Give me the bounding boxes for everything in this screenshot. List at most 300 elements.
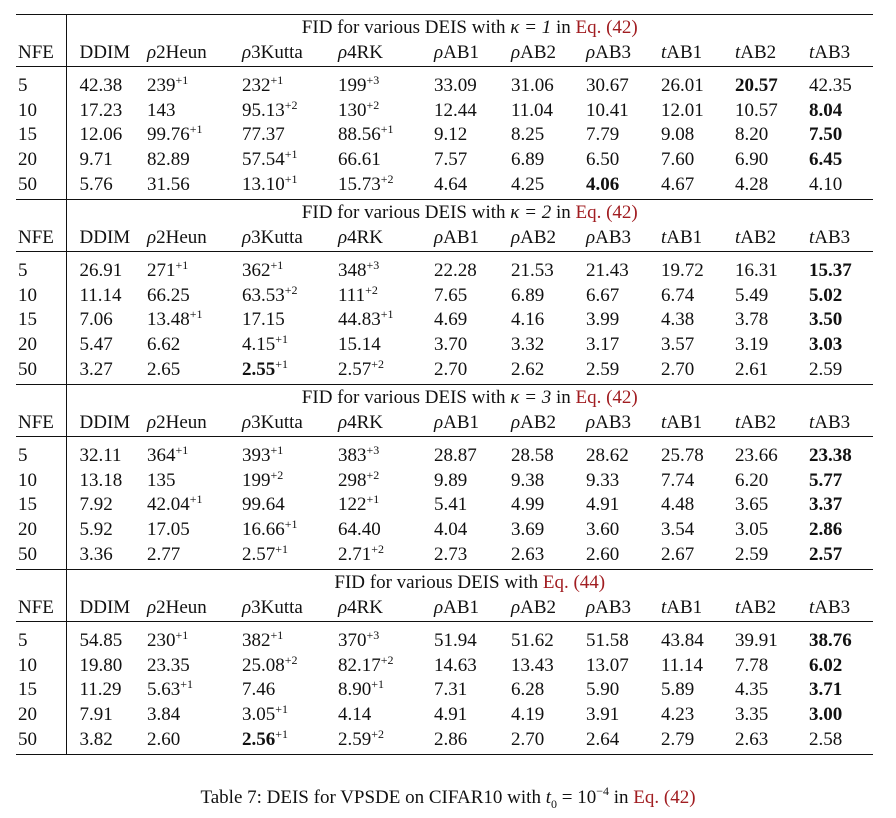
fid-value-cell (511, 259, 586, 284)
fid-value-cell (338, 703, 434, 728)
fid-value-cell (735, 333, 809, 358)
fid-value: 6.90 (735, 148, 769, 170)
fid-value-cell (147, 172, 242, 200)
fid-value-cell (735, 99, 809, 124)
fid-value-cell (511, 703, 586, 728)
fid-value: 6.89 (511, 284, 545, 306)
nfe-cell: 10 (16, 99, 66, 124)
fid-value-cell (66, 172, 147, 200)
fid-value-cell (66, 333, 147, 358)
fid-value: 11.04 (511, 99, 554, 121)
nfe-header: NFE (16, 410, 66, 437)
nfe-cell: 10 (16, 654, 66, 679)
column-header-row (16, 410, 873, 437)
fid-value-cell (511, 74, 586, 99)
fid-value: 362 (242, 260, 271, 281)
fid-value-cell (735, 703, 809, 728)
fid-value-cell (661, 518, 735, 543)
fid-value: 199 (242, 469, 271, 491)
nfe-cell: 15 (16, 308, 66, 333)
fid-value: 66.61 (338, 148, 381, 170)
fid-value-cell (661, 444, 735, 469)
fid-value-cell (735, 727, 809, 755)
block-title-eq-ref[interactable]: Eq. (42) (575, 202, 638, 223)
fid-value: 9.08 (661, 124, 695, 145)
fid-value-cell (242, 148, 338, 173)
table-row (16, 99, 873, 124)
fid-value: 2.71 (338, 544, 372, 566)
column-header-row (16, 225, 873, 252)
fid-value-cell (511, 654, 586, 679)
fid-value-cell (735, 629, 809, 654)
fid-value-cell (434, 284, 511, 309)
fid-value-cell (586, 259, 661, 284)
fid-value-cell (338, 678, 434, 703)
fid-value: 2.86 (434, 729, 468, 751)
block-title-row (16, 15, 873, 41)
fid-value: 21.53 (511, 260, 554, 281)
fid-value: 5.41 (434, 494, 468, 515)
fid-value: 122 (338, 494, 367, 515)
fid-value-cell (66, 148, 147, 173)
fid-value-cell (586, 74, 661, 99)
fid-value-cell (242, 542, 338, 570)
fid-value: 9.33 (586, 469, 620, 491)
fid-value-cell (735, 678, 809, 703)
fid-value: 2.70 (511, 729, 545, 751)
failure-count: +1 (175, 258, 189, 272)
caption-mid: in (608, 787, 634, 808)
fid-value-cell (147, 493, 242, 518)
fid-value-cell (338, 444, 434, 469)
failure-count: +1 (175, 73, 189, 87)
column-header: ρ3Kutta (242, 40, 338, 67)
fid-value: 3.69 (511, 518, 545, 540)
fid-value-cell (586, 333, 661, 358)
fid-value-cell (338, 284, 434, 309)
failure-count: +1 (275, 701, 289, 716)
fid-value: 77.37 (242, 124, 285, 145)
fid-value: 26.91 (79, 260, 123, 281)
column-header: tAB1 (661, 595, 735, 622)
fid-value-cell (586, 542, 661, 570)
nfe-cell: 50 (16, 542, 66, 570)
fid-value-cell (147, 654, 242, 679)
failure-count: +2 (380, 652, 394, 667)
fid-value-cell (735, 308, 809, 333)
nfe-cell: 20 (16, 703, 66, 728)
column-header: ρAB3 (586, 410, 661, 437)
fid-value: 33.09 (434, 75, 477, 96)
fid-value: 13.07 (586, 654, 629, 676)
table-row (16, 629, 873, 654)
fid-value-cell (809, 444, 873, 469)
fid-value: 4.23 (661, 703, 695, 725)
fid-value-cell (147, 727, 242, 755)
failure-count: +1 (275, 542, 289, 557)
block-title (66, 570, 873, 596)
fid-value-cell (242, 308, 338, 333)
fid-value-cell (586, 99, 661, 124)
column-header: DDIM (66, 225, 147, 252)
fid-value: 3.78 (735, 309, 769, 330)
fid-value-cell (809, 99, 873, 124)
fid-value: 82.17 (338, 654, 381, 676)
table-row (16, 444, 873, 469)
fid-value: 2.59 (338, 729, 372, 751)
fid-value: 4.04 (434, 518, 468, 540)
fid-value: 3.35 (735, 703, 769, 725)
block-title-eq-ref[interactable]: Eq. (44) (542, 572, 606, 593)
fid-value: 3.17 (586, 333, 620, 355)
caption-eq-ref[interactable]: Eq. (42) (633, 787, 696, 808)
fid-value-cell (809, 259, 873, 284)
table-row (16, 703, 873, 728)
fid-value: 9.71 (79, 148, 113, 170)
best-fid-value: 23.38 (809, 445, 852, 466)
fid-value-cell (434, 654, 511, 679)
fid-value: 11.14 (79, 284, 122, 306)
failure-count: +2 (371, 357, 385, 372)
fid-value-cell (586, 444, 661, 469)
fid-value: 13.18 (79, 469, 123, 491)
fid-value-cell (661, 703, 735, 728)
failure-count: +2 (366, 467, 380, 482)
fid-value: 28.58 (511, 445, 554, 466)
fid-value-cell (66, 74, 147, 99)
fid-value-cell (66, 703, 147, 728)
fid-value-cell (242, 469, 338, 494)
failure-count: +1 (270, 73, 284, 87)
best-fid-value: 3.00 (809, 703, 843, 725)
column-header: ρ2Heun (147, 40, 242, 67)
fid-value-cell (735, 542, 809, 570)
fid-value: 7.60 (661, 148, 695, 170)
fid-value-cell (242, 284, 338, 309)
column-header: ρAB1 (434, 40, 511, 67)
fid-value: 2.64 (586, 729, 620, 751)
block-title-prefix: FID for various DEIS with (301, 387, 511, 408)
fid-value-cell (735, 469, 809, 494)
fid-value-cell (809, 518, 873, 543)
fid-value: 54.85 (79, 630, 123, 651)
fid-value: 9.89 (434, 469, 468, 491)
fid-value-cell (735, 284, 809, 309)
column-header: tAB1 (661, 40, 735, 67)
column-header: ρAB3 (586, 225, 661, 252)
fid-value-cell (242, 74, 338, 99)
fid-value-cell (66, 99, 147, 124)
fid-value: 5.89 (661, 679, 695, 700)
column-header: tAB2 (735, 40, 809, 67)
block-title-prefix: FID for various DEIS with (301, 17, 511, 38)
fid-value: 2.77 (147, 544, 181, 566)
failure-count: +1 (275, 331, 289, 346)
fid-value: 370 (338, 630, 367, 651)
fid-value-cell (586, 629, 661, 654)
fid-value-cell (511, 727, 586, 755)
fid-value: 364 (147, 445, 176, 466)
fid-value-cell (66, 469, 147, 494)
failure-count: +1 (371, 677, 385, 691)
fid-value: 6.62 (147, 333, 181, 355)
fid-value: 8.20 (735, 124, 769, 145)
fid-value-cell (511, 357, 586, 385)
fid-value: 7.79 (586, 124, 620, 145)
fid-value-cell (434, 542, 511, 570)
column-header: ρAB1 (434, 410, 511, 437)
fid-value-cell (242, 259, 338, 284)
block-title-kappa: κ = 3 (510, 387, 552, 408)
column-header-row (16, 595, 873, 622)
failure-count: +2 (284, 652, 298, 667)
fid-value: 42.04 (147, 494, 190, 515)
column-header: ρ2Heun (147, 225, 242, 252)
fid-value: 10.41 (586, 99, 629, 121)
fid-value: 25.08 (242, 654, 285, 676)
fid-value-cell (242, 99, 338, 124)
failure-count: +1 (380, 307, 394, 321)
block-title (66, 385, 873, 411)
column-header: tAB2 (735, 225, 809, 252)
column-header: DDIM (66, 595, 147, 622)
fid-value-cell (434, 678, 511, 703)
column-header: ρ3Kutta (242, 595, 338, 622)
fid-value: 2.70 (661, 359, 695, 381)
fid-value: 5.92 (79, 518, 113, 540)
block-title-row (16, 385, 873, 411)
fid-value: 4.67 (661, 174, 695, 196)
column-header: ρAB2 (511, 595, 586, 622)
fid-value-cell (147, 629, 242, 654)
failure-count: +1 (189, 122, 203, 136)
fid-value-cell (434, 172, 511, 200)
fid-value-cell (511, 172, 586, 200)
block-title-kappa: κ = 1 (510, 17, 552, 38)
fid-value: 17.23 (79, 99, 123, 121)
fid-value: 3.70 (434, 333, 468, 355)
failure-count: +1 (275, 357, 289, 372)
fid-value: 230 (147, 630, 176, 651)
fid-value-cell (434, 99, 511, 124)
nfe-cell: 10 (16, 469, 66, 494)
column-header: tAB2 (735, 595, 809, 622)
fid-value: 2.70 (434, 359, 468, 381)
fid-value: 3.57 (661, 333, 695, 355)
fid-value-cell (586, 172, 661, 200)
fid-value: 39.91 (735, 630, 778, 651)
fid-value-cell (147, 357, 242, 385)
fid-value-cell (809, 629, 873, 654)
fid-value: 42.35 (809, 75, 852, 96)
best-fid-value: 5.77 (809, 469, 843, 491)
fid-value-cell (511, 518, 586, 543)
fid-value: 51.62 (511, 630, 554, 651)
fid-value: 51.94 (434, 630, 477, 651)
column-header: ρAB1 (434, 225, 511, 252)
fid-value: 4.25 (511, 174, 545, 196)
fid-value-cell (147, 123, 242, 148)
fid-value-cell (242, 629, 338, 654)
fid-value: 3.82 (79, 729, 113, 751)
fid-value-cell (66, 542, 147, 570)
fid-value: 7.31 (434, 679, 468, 700)
block-title-eq-ref[interactable]: Eq. (42) (575, 17, 638, 38)
fid-value: 6.74 (661, 284, 695, 306)
fid-value: 14.63 (434, 654, 477, 676)
column-header: ρ4RK (338, 40, 434, 67)
fid-value: 42.38 (79, 75, 123, 96)
nfe-cell: 5 (16, 259, 66, 284)
failure-count: +1 (275, 727, 289, 742)
nfe-cell: 5 (16, 629, 66, 654)
fid-value: 111 (338, 284, 366, 306)
fid-value-cell (338, 172, 434, 200)
fid-value-cell (147, 542, 242, 570)
fid-value-cell (147, 148, 242, 173)
fid-value: 17.15 (242, 309, 285, 330)
fid-value-cell (147, 444, 242, 469)
fid-value-cell (661, 727, 735, 755)
fid-value: 28.87 (434, 445, 477, 466)
fid-value: 31.06 (511, 75, 554, 96)
column-header: DDIM (66, 40, 147, 67)
fid-value-cell (338, 469, 434, 494)
table-row (16, 518, 873, 543)
block-title-eq-ref[interactable]: Eq. (42) (575, 387, 638, 408)
column-header: ρAB1 (434, 595, 511, 622)
fid-value: 2.67 (661, 544, 695, 566)
fid-value: 11.29 (79, 679, 122, 700)
fid-value: 382 (242, 630, 271, 651)
fid-value: 3.84 (147, 703, 181, 725)
fid-value: 4.14 (338, 703, 372, 725)
fid-value: 19.80 (79, 654, 123, 676)
fid-value: 23.66 (735, 445, 778, 466)
best-fid-value: 3.50 (809, 309, 843, 330)
fid-value: 7.46 (242, 679, 276, 700)
caption-math-eq: = 10 (556, 787, 597, 808)
fid-value: 11.14 (661, 654, 704, 676)
fid-value-cell (147, 74, 242, 99)
fid-value-cell (242, 357, 338, 385)
fid-value-cell (147, 469, 242, 494)
fid-value: 99.64 (242, 494, 285, 515)
fid-value: 28.62 (586, 445, 629, 466)
fid-value: 7.78 (735, 654, 769, 676)
table-row (16, 284, 873, 309)
fid-value: 7.57 (434, 148, 468, 170)
fid-value-cell (338, 333, 434, 358)
fid-value: 3.99 (586, 309, 620, 330)
fid-value: 5.47 (79, 333, 113, 355)
fid-value-cell (242, 333, 338, 358)
fid-value-cell (735, 493, 809, 518)
fid-value-cell (661, 678, 735, 703)
fid-value-cell (434, 444, 511, 469)
table-row (16, 333, 873, 358)
fid-value: 13.10 (242, 174, 285, 196)
fid-value-cell (586, 493, 661, 518)
column-header: DDIM (66, 410, 147, 437)
fid-value-cell (434, 74, 511, 99)
nfe-header: NFE (16, 595, 66, 622)
fid-value: 43.84 (661, 630, 704, 651)
table-row (16, 172, 873, 200)
fid-value: 13.43 (511, 654, 554, 676)
fid-value-cell (511, 333, 586, 358)
column-header: tAB1 (661, 225, 735, 252)
fid-value-cell (434, 727, 511, 755)
fid-value-cell (338, 727, 434, 755)
fid-value: 2.62 (511, 359, 545, 381)
fid-value: 4.64 (434, 174, 468, 196)
fid-value-cell (661, 493, 735, 518)
nfe-cell: 15 (16, 493, 66, 518)
failure-count: +2 (365, 282, 378, 297)
fid-value-cell (586, 123, 661, 148)
fid-value: 2.65 (147, 359, 181, 381)
nfe-cell: 10 (16, 284, 66, 309)
fid-value: 6.67 (586, 284, 620, 306)
nfe-cell: 20 (16, 518, 66, 543)
failure-count: +1 (284, 516, 298, 531)
fid-value-cell (147, 308, 242, 333)
fid-value-cell (338, 357, 434, 385)
fid-value: 95.13 (242, 99, 285, 121)
failure-count: +1 (284, 146, 298, 161)
best-fid-value: 6.45 (809, 148, 843, 170)
fid-value: 4.19 (511, 703, 545, 725)
fid-value-cell (147, 518, 242, 543)
fid-value-cell (661, 333, 735, 358)
fid-value: 9.38 (511, 469, 545, 491)
fid-value-cell (66, 259, 147, 284)
fid-value-cell (735, 259, 809, 284)
fid-value: 4.38 (661, 309, 695, 330)
fid-value-cell (586, 678, 661, 703)
fid-table (16, 14, 873, 755)
fid-value-cell (242, 444, 338, 469)
fid-value: 383 (338, 445, 367, 466)
fid-value: 6.20 (735, 469, 769, 491)
fid-value: 21.43 (586, 260, 629, 281)
fid-value: 130 (338, 99, 367, 121)
fid-value-cell (735, 148, 809, 173)
fid-value: 4.15 (242, 333, 276, 355)
fid-value: 26.01 (661, 75, 704, 96)
failure-count: +2 (380, 172, 394, 187)
fid-value-cell (661, 629, 735, 654)
fid-value-cell (147, 333, 242, 358)
best-fid-value: 2.55 (242, 359, 276, 381)
fid-value-cell (66, 518, 147, 543)
fid-value-cell (434, 357, 511, 385)
column-header: tAB3 (809, 410, 873, 437)
fid-value-cell (242, 518, 338, 543)
fid-value: 64.40 (338, 518, 381, 540)
fid-value: 19.72 (661, 260, 704, 281)
fid-value: 2.60 (586, 544, 620, 566)
fid-value: 30.67 (586, 75, 629, 96)
fid-value-cell (511, 284, 586, 309)
failure-count: +1 (189, 492, 203, 506)
failure-count: +1 (175, 628, 189, 642)
fid-value-cell (586, 469, 661, 494)
fid-value-cell (809, 469, 873, 494)
fid-value-cell (434, 333, 511, 358)
fid-value: 2.60 (147, 729, 181, 751)
